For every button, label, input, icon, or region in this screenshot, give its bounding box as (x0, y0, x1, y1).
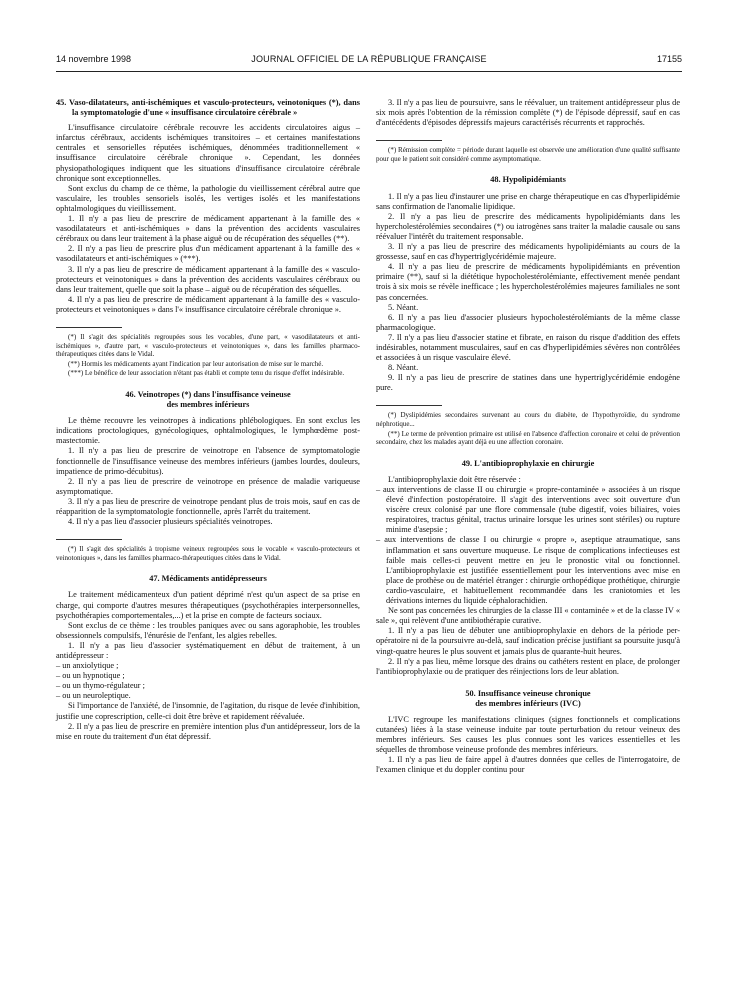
section-50-title (376, 689, 680, 709)
section-45-para-2: Sont exclus du champ de ce thème, la pathologie du vieillissement cérébral autre que vasculaire, les troubles sensoriels isolés, les vertiges isolés et les manifestations ophtalmologiques du vieillissement. (56, 183, 360, 213)
section-46-title-line-1: 46. Veinotropes (*) dans l'insuffisance veineuse (125, 389, 291, 399)
section-47-title: 47. Médicaments antidépresseurs (149, 574, 267, 584)
section-48-para-2: 2. Il n'y a pas lieu de prescrire des médicaments hypolipidémiants dans les hypercholestérolémies secondaires (*) ou iatrogènes sans traiter la maladie causale ou sans réévaluer l'intérêt du traitement responsable. (376, 211, 680, 241)
section-50-title-line-2: des membres inférieurs (IVC) (475, 698, 581, 708)
section-47-para-6: 3. Il n'y a pas lieu de poursuivre, sans le réévaluer, un traitement antidépresseur plus de six mois après l'obtention de la rémission complète (*) de l'épisode dépressif, sauf en cas d'antécédents d'épisodes dépressifs majeurs caractérisés récurrents et rapprochés. (376, 98, 680, 128)
section-48-footnote-1: (*) Dyslipidémies secondaires survenant au cours du diabète, de l'hypothyroïdie, du syndrome néphrotique... (376, 411, 680, 429)
section-49-title: 49. L'antibioprophylaxie en chirurgie (461, 458, 595, 468)
section-46-para-3: 2. Il n'y a pas lieu de prescrire de veinotrope en présence de maladie variqueuse asymptomatique. (56, 476, 360, 496)
section-46-para-4: 3. Il n'y a pas lieu de prescrire de veinotrope pendant plus de trois mois, sauf en cas de réapparition de la symptomatologie fonctionnelle, après l'arrêt du traitement. (56, 496, 360, 516)
section-47-list-item-2: – ou un hypnotique ; (56, 671, 125, 681)
footnote-rule (376, 140, 442, 141)
footnote-rule (376, 405, 442, 406)
section-45-title: 45. Vaso-dilatateurs, anti-ischémiques et vasculo-protecteurs, veinotoniques (*), dans la symptomatologie d'une « insuffisance circulatoire cérébrale » (56, 98, 360, 118)
section-49-list-item-1: – aux interventions de classe II ou chirurgie « propre-contaminée » associées à un risque élevé d'infection postopératoire. Il s'agit des interventions avec soit ouverture d'un viscère creux colonisé par une flore commensale (tube digestif, voies biliaires, voies respiratoires, tractus génital, tractus urinaire lorsque les urines sont stériles) ou rupture minime d'asepsie ; (376, 485, 680, 535)
footnote-rule (56, 327, 122, 328)
section-45-para-4: 2. Il n'y a pas lieu de prescrire plus d'un médicament appartenant à la famille des « vasodilatateurs et anti-ischémiques » (***). (56, 244, 360, 264)
section-47-list-item-4: – ou un neuroleptique. (56, 691, 131, 701)
section-47-para-2: Sont exclus de ce thème : les troubles paniques avec ou sans agoraphobie, les troubles obsessionnels compulsifs, l'énurésie de l'enfant, les algies rebelles. (56, 620, 360, 640)
section-47-footnote: (*) Rémission complète = période durant laquelle est observée une amélioration d'une qualité suffisante pour que le patient soit considéré comme asymptomatique. (376, 146, 680, 163)
section-46-title-line-2: des membres inférieurs (166, 400, 250, 410)
section-45-para-1: L'insuffisance circulatoire cérébrale recouvre les accidents circulatoires aigus – infarctus cérébraux, accidents ischémiques transitoires – et certaines manifestations centrales et sensorielles réputées ischémiques, dénommées traditionnellement « insuffisance circulatoire cérébrale chronique ». Cependant, les données physiopathologiques indiquent que les situations d'insuffisance circulatoire cérébrale chronique sont exceptionnelles. (56, 123, 360, 183)
section-48-footnote-2: (**) Le terme de prévention primaire est utilisé en l'absence d'affection coronaire et celui de prévention secondaire, chez les malades ayant déjà eu une affection coronaire. (376, 429, 680, 447)
header-journal-title: JOURNAL OFFICIEL DE LA RÉPUBLIQUE FRANÇAISE (251, 54, 487, 64)
section-45-footnote-2: (**) Hormis les médicaments ayant l'indication par leur autorisation de mise sur le marché. (68, 359, 324, 368)
section-48-para-8: 8. Néant. (388, 363, 419, 373)
section-49-intro: L'antibioprophylaxie doit être réservée : (388, 474, 521, 484)
left-column (56, 98, 360, 742)
section-50-para-2: 1. Il n'y a pas lieu de faire appel à d'autres données que celles de l'interrogatoire, de l'examen clinique et du doppler continu pour (376, 755, 680, 775)
section-46-para-1: Le thème recouvre les veinotropes à indications phlébologiques. En sont exclus les indications proctologiques, gynécologiques, ophtalmologiques, le lymphœdème post-mastectomie. (56, 416, 360, 446)
section-45-para-6: 4. Il n'y a pas lieu de prescrire de médicament appartenant à la famille des « vasculo-protecteurs et veinotoniques » dans l'« insuffisance circulatoire cérébrale chronique ». (56, 294, 360, 314)
section-47-para-1: Le traitement médicamenteux d'un patient déprimé n'est qu'un aspect de sa prise en charge, qui comporte d'autres mesures thérapeutiques (psychothérapies interpersonnelles, psychothérapies comportementales,...) et la prise en compte de facteurs sociaux. (56, 590, 360, 620)
section-49-para-1: Ne sont pas concernées les chirurgies de la classe III « contaminée » et de la classe IV « sale », qui relèvent d'une antibiothérapie curative. (376, 606, 680, 626)
section-45-footnote-1: (*) Il s'agit des spécialités regroupées sous les vocables, d'une part, « vasodilatateurs et anti-ischémiques », d'autre part, « vasculo-protecteurs et veinotoniques », dans les familles pharmaco-thérapeutiques citées dans le Vidal. (56, 332, 360, 359)
section-46-title (56, 390, 360, 410)
footnote-rule (56, 539, 122, 540)
section-47-para-3: 1. Il n'y a pas lieu d'associer systématiquement en début de traitement, à un antidépresseur : (56, 640, 360, 660)
section-47-list-item-1: – un anxiolytique ; (56, 661, 119, 671)
right-column (376, 98, 680, 776)
section-48-para-6: 6. Il n'y a pas lieu d'associer plusieurs hypocholestérolémiants de la même classe pharmacologique. (376, 312, 680, 332)
section-48-para-1: 1. Il n'y a pas lieu d'instaurer une prise en charge thérapeutique en cas d'hyperlipidémie sans confirmation de l'anomalie lipidique. (376, 191, 680, 211)
section-48-para-3: 3. Il n'y a pas lieu de prescrire des médicaments hypolipidémiants au cours de la grossesse, sauf en cas d'hypertriglycéridémie majeure. (376, 242, 680, 262)
header-rule (56, 71, 682, 72)
section-48-para-7: 7. Il n'y a pas lieu d'associer statine et fibrate, en raison du risque d'addition des effets indésirables, notamment musculaires, sauf en cas d'hyperlipidémies sévères non contrôlées et associées à un risque vasculaire élevé. (376, 332, 680, 363)
section-48-para-5: 5. Néant. (388, 302, 419, 312)
section-48-title: 48. Hypolipidémiants (490, 175, 566, 185)
header-page-number: 17155 (656, 54, 682, 64)
section-47-list-item-3: – ou un thymo-régulateur ; (56, 681, 145, 691)
section-49-para-2: 1. Il n'y a pas lieu de débuter une antibioprophylaxie en dehors de la période per-opératoire ni de la poursuivre au-delà, sauf indication précise justifiant sa poursuite jusqu'à vingt-quatre heures le plus souvent et jamais plus de quarante-huit heures. (376, 626, 680, 656)
section-48-para-9: 9. Il n'y a pas lieu de prescrire de statines dans une hypertriglycéridémie endogène pure. (376, 373, 680, 393)
section-49-list-item-2: – aux interventions de classe I ou chirurgie « propre », aseptique atraumatique, sans inflammation et sans ouverture muqueuse. Le risque de complications infectieuses est faible mais celles-ci peuvent mettre en jeu le pronostic vital ou fonctionnel. L'antibioprophylaxie est justifiée essentiellement pour les interventions avec mise en place de prothèse ou de matériel étranger : chirurgie orthopédique prothétique, chirurgie cardio-vasculaire, et habituellement recommandée dans les craniotomies et les dérivations internes du liquide céphalorachidien. (376, 535, 680, 606)
section-47-para-4: Si l'importance de l'anxiété, de l'insomnie, de l'agitation, du risque de levée d'inhibition, justifie une coprescription, celle-ci doit être brève et rapidement réévaluée. (56, 701, 360, 721)
section-49-para-3: 2. Il n'y a pas lieu, même lorsque des drains ou cathéters restent en place, de prolonger l'antibioprophylaxie ou de pratiquer des réinjections lors de leur ablation. (376, 656, 680, 676)
section-50-para-1: L'IVC regroupe les manifestations cliniques (signes fonctionnels et complications cutanées) liées à la stase veineuse induite par toute perturbation du retour veineux des membres inférieurs. Ses causes les plus connues sont les varices essentielles et les séquelles de thrombose veineuse profonde des membres inférieurs. (376, 714, 680, 755)
section-45-para-3: 1. Il n'y a pas lieu de prescrire de médicament appartenant à la famille des « vasodilatateurs et anti-ischémiques » dans la prévention des accidents vasculaires cérébraux ou dans leur traitement à la phase aiguë ou de récupération des séquelles (**). (56, 214, 360, 244)
section-45-footnote-3: (***) Le bénéfice de leur association n'étant pas établi et compte tenu du risque d'effet indésirable. (68, 369, 345, 378)
section-45-para-5: 3. Il n'y a pas lieu de prescrire de médicament appartenant à la famille des « vasculo-protecteurs et veinotoniques » dans la prévention des accidents vasculaires cérébraux ou dans leur traitement, quelle que soit la phase – aiguë ou de récupération des séquelles. (56, 264, 360, 294)
section-46-para-5: 4. Il n'y a pas lieu d'associer plusieurs spécialités veinotropes. (68, 517, 273, 527)
header-date: 14 novembre 1998 (56, 54, 132, 64)
section-50-title-line-1: 50. Insuffisance veineuse chronique (465, 688, 591, 698)
section-47-para-5: 2. Il n'y a pas lieu de prescrire en première intention plus d'un antidépresseur, lors de la mise en route du traitement d'un état dépressif. (56, 721, 360, 741)
section-46-para-2: 1. Il n'y a pas lieu de prescrire de veinotrope en l'absence de symptomatologie fonctionnelle de l'insuffisance veineuse des membres inférieurs (jambes lourdes, douleurs, impatience de primo-décubitus). (56, 446, 360, 476)
section-48-para-4: 4. Il n'y a pas lieu de prescrire de médicaments hypolipidémiants en prévention primaire (**), sauf si la diététique hypocholestérolémiante, effectivement menée pendant trois à six mois se révèle inefficace ; les hypercholestérolémies majeures familiales ne sont pas concernées. (376, 262, 680, 302)
section-46-footnote: (*) Il s'agit des spécialités à tropisme veineux regroupées sous le vocable « vasculo-protecteurs et veinotoniques », dans les familles pharmaco-thérapeutiques citées dans le Vidal. (56, 545, 360, 562)
page-header (56, 54, 682, 68)
